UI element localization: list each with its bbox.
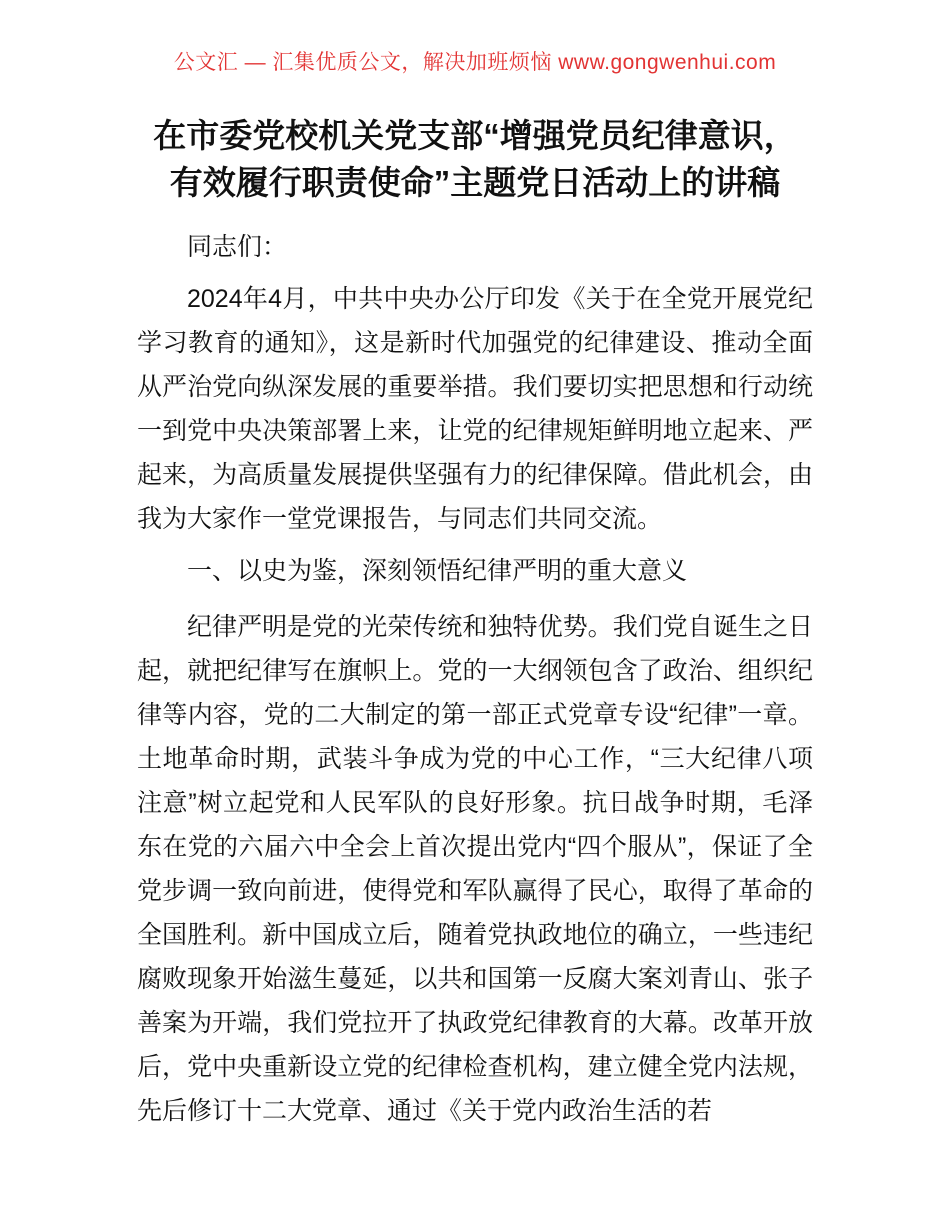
paragraph-introduction: 2024年4月，中共中央办公厅印发《关于在全党开展党纪学习教育的通知》，这是新时代加强党的纪律建设、推动全面从严治党向纵深发展的重要举措。我们要切实把思想和行动统一到党中央决策部署上来，让党的纪律规矩鲜明地立起来、严起来，为高质量发展提供坚强有力的纪律保障。借此机会，由我为大家作一堂党课报告，与同志们共同交流。 bbox=[137, 285, 813, 533]
document-title-line-2: 有效履行职责使命”主题党日活动上的讲稿 bbox=[169, 164, 781, 201]
section-heading-1: 一、以史为鉴，深刻领悟纪律严明的重大意义 bbox=[187, 557, 688, 585]
document-title bbox=[0, 112, 950, 206]
document-title-line-1: 在市委党校机关党支部“增强党员纪律意识， bbox=[153, 117, 797, 154]
document-body bbox=[137, 225, 813, 1133]
site-watermark-header: 公文汇 — 汇集优质公文，解决加班烦恼 www.gongwenhui.com bbox=[173, 51, 777, 74]
paragraph-section-1-body: 纪律严明是党的光荣传统和独特优势。我们党自诞生之日起，就把纪律写在旗帜上。党的一大纲领包含了政治、组织纪律等内容，党的二大制定的第一部正式党章专设“纪律”一章。土地革命时期，武装斗争成为党的中心工作，“三大纪律八项注意”树立起党和人民军队的良好形象。抗日战争时期，毛泽东在党的六届六中全会上首次提出党内“四个服从”，保证了全党步调一致向前进，使得党和军队赢得了民心，取得了革命的全国胜利。新中国成立后，随着党执政地位的确立，一些违纪腐败现象开始滋生蔓延，以共和国第一反腐大案刘青山、张子善案为开端，我们党拉开了执政党纪律教育的大幕。改革开放后，党中央重新设立党的纪律检查机构，建立健全党内法规，先后修订十二大党章、通过《关于党内政治生活的若 bbox=[137, 613, 813, 1125]
salutation: 同志们： bbox=[187, 233, 288, 261]
